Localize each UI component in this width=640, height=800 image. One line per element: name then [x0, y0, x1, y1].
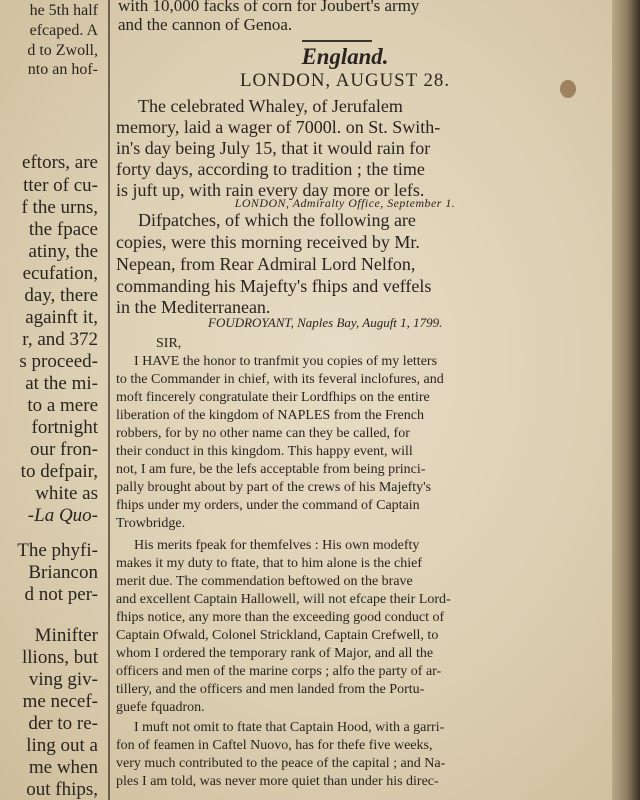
letter-line: guefe fquadron.	[116, 700, 205, 715]
left-column-line: Minifter	[34, 625, 98, 646]
letter-line: His merits fpeak for themfelves : His own modefty	[134, 538, 420, 553]
body-line: Difpatches, of which the following are	[138, 210, 416, 230]
letter-line: tillery, and the officers and men landed from the Portu-	[116, 682, 425, 697]
left-column-line: efcaped. A	[29, 22, 98, 39]
column-divider	[108, 0, 110, 800]
body-line: in the Mediterranean.	[116, 297, 271, 317]
left-column-line: tter of cu-	[23, 175, 98, 196]
body-line: and the cannon of Genoa.	[118, 15, 293, 34]
dateline: LONDON, AUGUST 28.	[239, 70, 451, 91]
left-column-line: f the urns,	[21, 197, 98, 218]
letter-line: moft fincerely congratulate their Lordfhips on the entire	[116, 390, 430, 405]
left-column-line: ving giv-	[28, 669, 98, 690]
left-column-line: ecufation,	[22, 263, 98, 284]
letter-line: Captain Ofwald, Colonel Strickland, Captain Crefwell, to	[116, 628, 439, 643]
left-column-line: at the mi-	[25, 373, 98, 394]
letter-line: officers and men of the marine corps ; alfo the party of ar-	[116, 664, 442, 679]
letter-line: makes it my duty to ftate, that to him alone is the chief	[116, 556, 422, 571]
letter-line: their conduct in this kingdom. This happy event, will	[116, 444, 413, 459]
left-column-line: d not per-	[24, 584, 98, 605]
left-column	[0, 0, 104, 800]
left-column-line: der to re-	[28, 713, 98, 734]
letter-line: Trowbridge.	[116, 516, 186, 531]
left-column-line: The phyfi-	[17, 540, 98, 561]
left-column-line: -La Quo-	[27, 505, 98, 526]
page-edge-shadow	[612, 0, 640, 800]
section-title: England.	[301, 44, 389, 69]
main-column	[112, 0, 582, 800]
left-column-line: Briancon	[28, 562, 98, 583]
left-column-line: ling out a	[26, 735, 98, 756]
body-line: Nepean, from Rear Admiral Lord Nelfon,	[116, 254, 416, 274]
letter-line: and excellent Captain Hallowell, will not efcape their Lord-	[116, 592, 451, 607]
letter-line: fhips under my orders, under the command of Captain	[116, 498, 420, 513]
left-column-line: s proceed-	[19, 351, 98, 372]
letter-line: liberation of the kingdom of NAPLES from the French	[116, 408, 424, 423]
body-line: with 10,000 facks of corn for Joubert's army	[118, 0, 420, 15]
letter-line: to the Commander in chief, with its feveral inclofures, and	[116, 372, 444, 387]
letter-line: ples I am told, was never more quiet than under his direc-	[116, 774, 439, 789]
left-column-line: out fhips,	[26, 779, 98, 800]
letter-line: fon of feamen in Caftel Nuovo, has for thefe five weeks,	[116, 738, 433, 753]
left-column-line: he 5th half	[29, 2, 98, 19]
left-column-line: r, and 372	[22, 329, 98, 350]
section-divider	[302, 40, 372, 42]
left-column-line: white as	[35, 483, 98, 504]
left-column-line: eftors, are	[22, 152, 98, 173]
letter-line: merit due. The commendation beftowed on the brave	[116, 574, 413, 589]
body-line: The celebrated Whaley, of Jerufalem	[138, 96, 403, 116]
letter-line: whom I ordered the temporary rank of Major, and all the	[116, 646, 434, 661]
body-line: forty days, according to tradition ; the time	[116, 159, 425, 179]
body-line: commanding his Majefty's fhips and veffels	[116, 276, 432, 296]
left-column-line: the fpace	[28, 219, 98, 240]
body-line: copies, were this morning received by Mr.	[116, 232, 420, 252]
left-column-line: llions, but	[21, 647, 98, 668]
left-column-line: me when	[28, 757, 98, 778]
left-column-line: againft it,	[25, 307, 98, 328]
letter-line: fhips notice, any more than the exceeding good conduct of	[116, 610, 445, 625]
left-column-line: our fron-	[29, 439, 98, 460]
letter-line: not, I am fure, be the lefs acceptable from being princi-	[116, 462, 426, 477]
left-column-line: to defpair,	[20, 461, 98, 482]
left-column-line: nto an hof-	[27, 61, 98, 78]
dateline: FOUDROYANT, Naples Bay, Auguft 1, 1799.	[208, 315, 443, 330]
left-column-line: to a mere	[27, 395, 98, 416]
body-line: is juft up, with rain every day more or lefs.	[116, 180, 425, 200]
letter-line: very much contributed to the peace of the capital ; and Na-	[116, 756, 446, 771]
letter-line: I HAVE the honor to tranfmit you copies of my letters	[134, 354, 438, 369]
left-column-line: fortnight	[31, 417, 98, 438]
letter-line: robbers, for by no other name can they be called, for	[116, 426, 410, 441]
left-column-line: day, there	[24, 285, 98, 306]
ink-stain	[560, 80, 576, 98]
letter-line: I muft not omit to ftate that Captain Hood, with a garri-	[134, 720, 445, 735]
body-line: memory, laid a wager of 7000l. on St. Swith-	[116, 117, 441, 137]
letter-line: pally brought about by part of the crews of his Majefty's	[116, 480, 432, 495]
left-column-line: d to Zwoll,	[27, 42, 98, 59]
left-column-line: atiny, the	[28, 241, 98, 262]
dateline: LONDON, Admiralty Office, September 1.	[234, 196, 456, 210]
body-line: in's day being July 15, that it would rain for	[116, 138, 431, 158]
left-column-line: me necef-	[22, 691, 98, 712]
salutation: SIR,	[156, 336, 182, 351]
